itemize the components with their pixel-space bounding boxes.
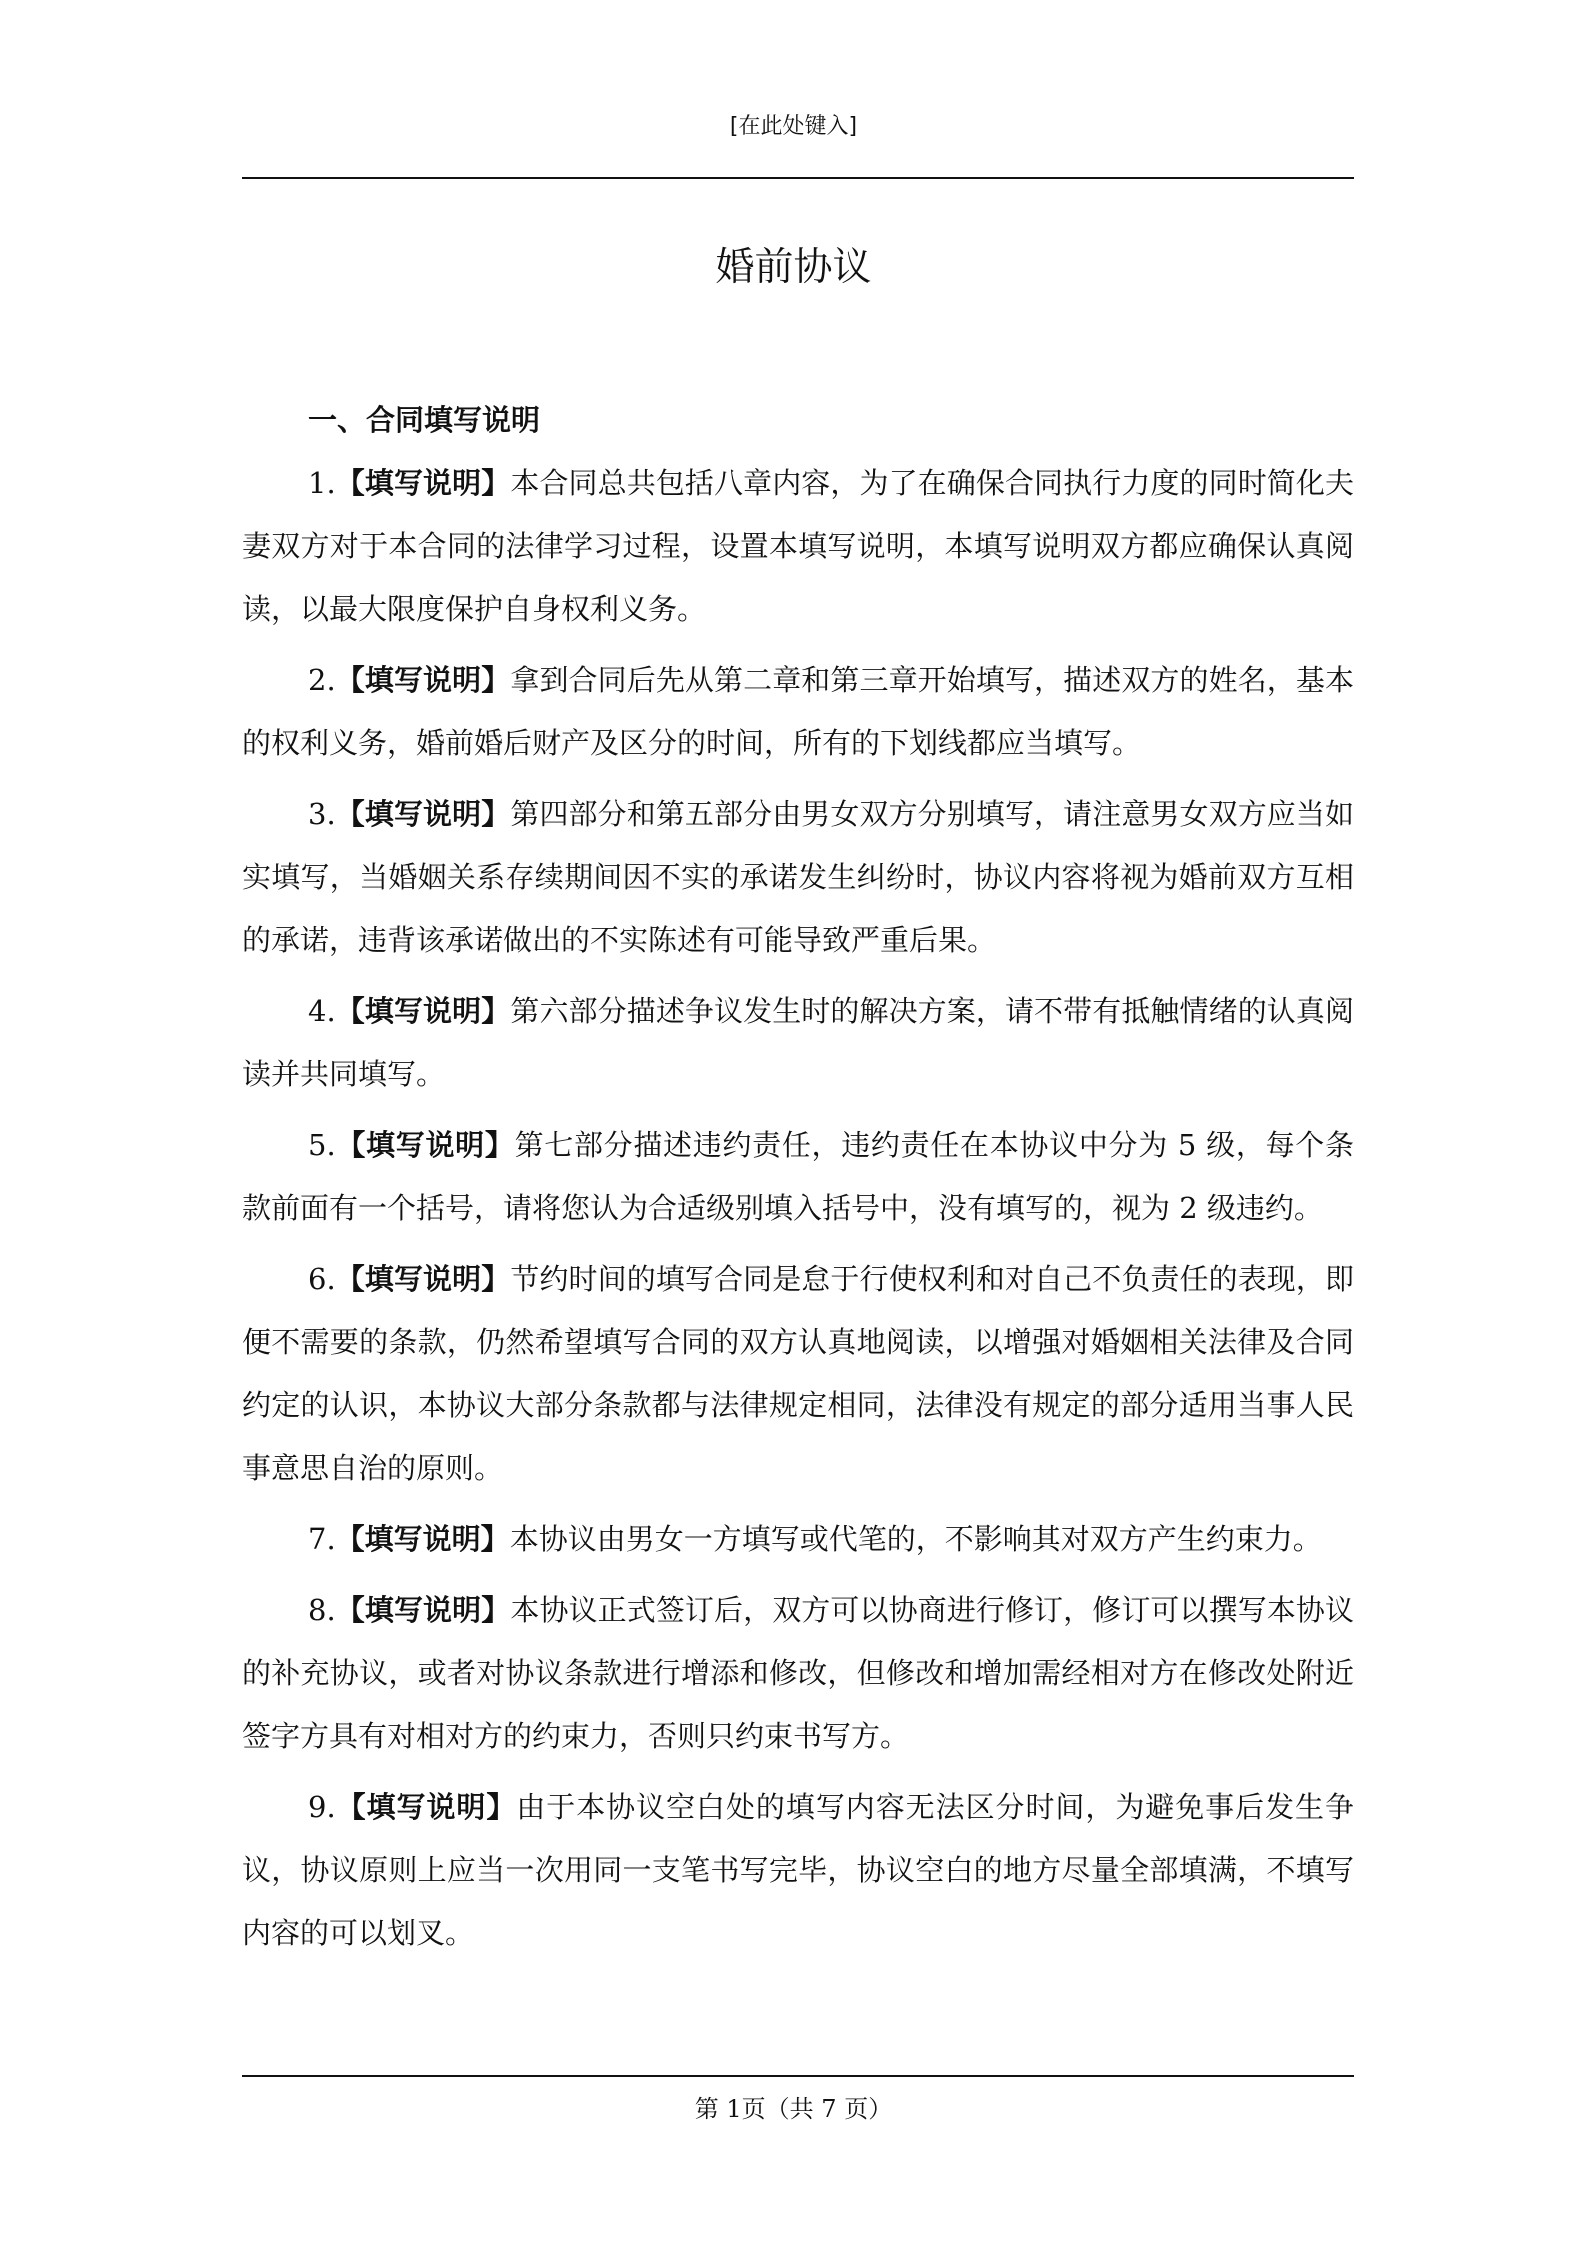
item-text: 第七部分描述违约责任，违约责任在本协议中分为 5 级，每个条款前面有一个括号，请将您认为合适级别填入括号中，没有填写的，视为 2 级违约。 — [242, 1128, 1354, 1225]
item-tag: 【填写说明】 — [335, 466, 511, 500]
item-tag: 【填写说明】 — [335, 1790, 517, 1824]
item-tag: 【填写说明】 — [335, 1522, 510, 1556]
item-tag: 【填写说明】 — [335, 1128, 515, 1162]
item-number: 5. — [308, 1128, 336, 1162]
instruction-item-2 — [242, 649, 1354, 775]
item-number: 6. — [308, 1262, 336, 1296]
page-header-placeholder: [在此处键入] — [729, 114, 858, 139]
item-text: 本协议正式签订后，双方可以协商进行修订，修订可以撰写本协议的补充协议，或者对协议条款进行增添和修改，但修改和增加需经相对方在修改处附近签字方具有对相对方的约束力，否则只约束书写方。 — [242, 1593, 1354, 1753]
instruction-item-8 — [242, 1579, 1354, 1768]
item-number: 4. — [308, 994, 336, 1028]
item-text: 节约时间的填写合同是怠于行使权利和对自己不负责任的表现，即便不需要的条款，仍然希望填写合同的双方认真地阅读，以增强对婚姻相关法律及合同约定的认识，本协议大部分条款都与法律规定相同，法律没有规定的部分适用当事人民事意思自治的原则。 — [242, 1262, 1354, 1485]
item-tag: 【填写说明】 — [335, 1262, 511, 1296]
item-text: 拿到合同后先从第二章和第三章开始填写，描述双方的姓名，基本的权利义务，婚前婚后财产及区分的时间，所有的下划线都应当填写。 — [242, 663, 1354, 760]
item-text: 第六部分描述争议发生时的解决方案，请不带有抵触情绪的认真阅读并共同填写。 — [242, 994, 1354, 1091]
instruction-item-7 — [242, 1508, 1354, 1571]
header-divider — [242, 177, 1354, 179]
instruction-item-5 — [242, 1114, 1354, 1240]
item-tag: 【填写说明】 — [335, 1593, 511, 1627]
instruction-item-4 — [242, 980, 1354, 1106]
document-body — [242, 396, 1354, 1965]
item-text: 本协议由男女一方填写或代笔的，不影响其对双方产生约束力。 — [509, 1522, 1322, 1556]
item-number: 8. — [308, 1593, 336, 1627]
instruction-item-9 — [242, 1776, 1354, 1965]
item-text: 由于本协议空白处的填写内容无法区分时间，为避免事后发生争议，协议原则上应当一次用同一支笔书写完毕，协议空白的地方尽量全部填满，不填写内容的可以划叉。 — [242, 1790, 1354, 1950]
item-number: 2. — [308, 663, 336, 697]
item-number: 7. — [308, 1522, 336, 1556]
instruction-item-1 — [242, 452, 1354, 641]
item-tag: 【填写说明】 — [335, 994, 511, 1028]
item-tag: 【填写说明】 — [335, 797, 511, 831]
footer-divider — [242, 2075, 1354, 2077]
item-tag: 【填写说明】 — [335, 663, 511, 697]
item-text: 第四部分和第五部分由男女双方分别填写，请注意男女双方应当如实填写，当婚姻关系存续期间因不实的承诺发生纠纷时，协议内容将视为婚前双方互相的承诺，违背该承诺做出的不实陈述有可能导致严重后果。 — [242, 797, 1354, 957]
document-title: 婚前协议 — [715, 245, 872, 290]
item-number: 1. — [308, 466, 336, 500]
page-number-footer: 第 1页（共 7 页） — [694, 2095, 893, 2123]
instruction-item-3 — [242, 783, 1354, 972]
item-text: 本合同总共包括八章内容，为了在确保合同执行力度的同时简化夫妻双方对于本合同的法律学习过程，设置本填写说明，本填写说明双方都应确保认真阅读，以最大限度保护自身权利义务。 — [242, 466, 1354, 626]
item-number: 9. — [308, 1790, 336, 1824]
item-number: 3. — [308, 797, 336, 831]
section-heading: 一、合同填写说明 — [308, 403, 541, 437]
instruction-item-6 — [242, 1248, 1354, 1500]
